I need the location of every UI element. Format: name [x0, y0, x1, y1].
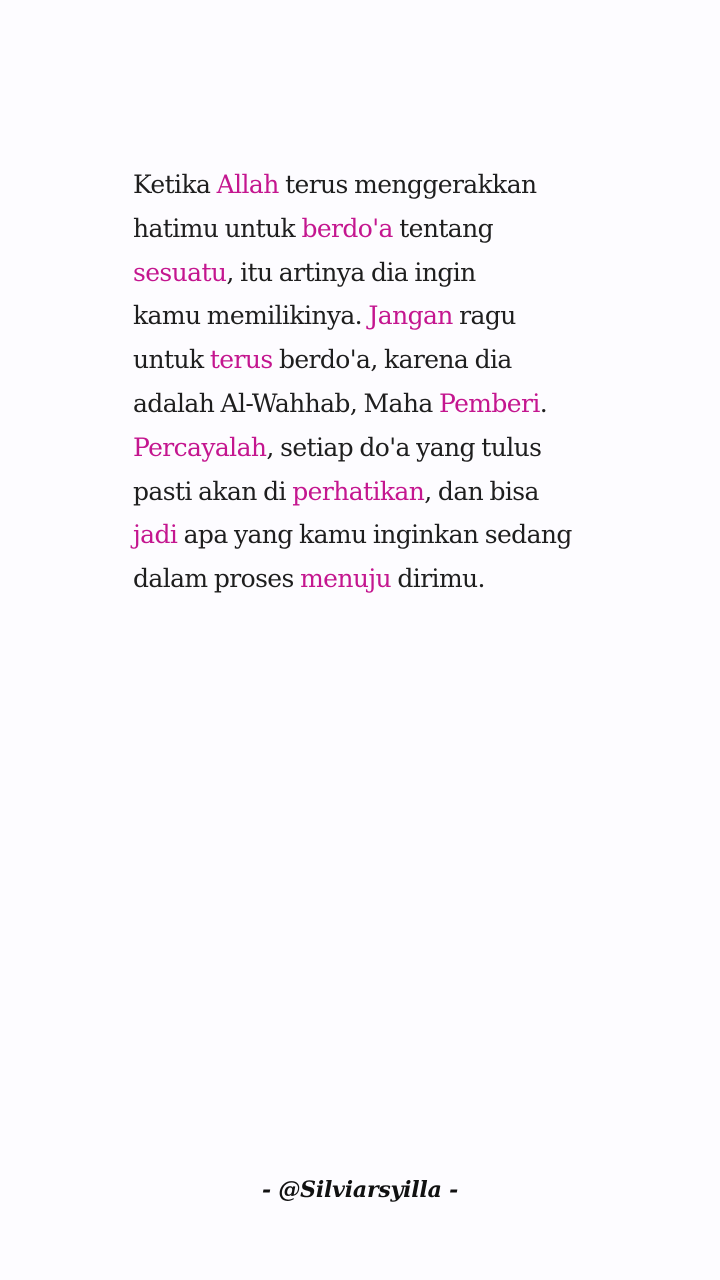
quote-segment: Ketika — [133, 170, 217, 199]
quote-line — [133, 470, 673, 514]
quote-line — [133, 338, 673, 382]
quote-line — [133, 426, 673, 470]
quote-highlight: sesuatu — [133, 257, 227, 287]
quote-segment: adalah Al-Wahhab, Maha — [133, 388, 439, 418]
quote-highlight: perhatikan — [292, 476, 425, 506]
quote-segment: , dan bisa — [424, 476, 539, 506]
quote-highlight: menuju — [300, 564, 392, 594]
quote-line — [133, 513, 673, 557]
quote-segment: tentang — [392, 213, 493, 243]
quote-highlight: Allah — [216, 170, 279, 199]
quote-segment: dalam proses — [133, 564, 301, 594]
quote-segment: , setiap do'a yang tulus — [266, 432, 542, 462]
quote-segment: terus menggerakkan — [278, 170, 537, 199]
author-signature: - @Silviarsyilla - — [261, 1177, 459, 1203]
quote-segment: untuk — [133, 345, 210, 375]
quote-line — [133, 163, 673, 207]
quote-text — [133, 163, 673, 601]
quote-segment: berdo'a, karena dia — [272, 345, 512, 375]
quote-segment: dirimu. — [391, 564, 485, 594]
quote-highlight: Pemberi — [438, 388, 540, 418]
quote-segment: . — [539, 388, 548, 418]
quote-segment: ragu — [452, 301, 516, 331]
quote-segment: hatimu untuk — [133, 213, 302, 243]
quote-line — [133, 382, 673, 426]
quote-segment: , itu artinya dia ingin — [226, 257, 476, 287]
quote-highlight: Jangan — [368, 301, 453, 331]
quote-line — [133, 294, 673, 338]
quote-segment: apa yang kamu inginkan sedang — [177, 520, 572, 550]
quote-highlight: berdo'a — [301, 213, 393, 243]
quote-segment: pasti akan di — [133, 476, 293, 506]
quote-line — [133, 207, 673, 251]
quote-line — [133, 251, 673, 295]
quote-line — [133, 557, 673, 601]
quote-highlight: Percayalah — [133, 432, 267, 462]
quote-segment: kamu memilikinya. — [133, 301, 369, 331]
quote-highlight: terus — [209, 345, 273, 375]
quote-highlight: jadi — [133, 520, 178, 550]
